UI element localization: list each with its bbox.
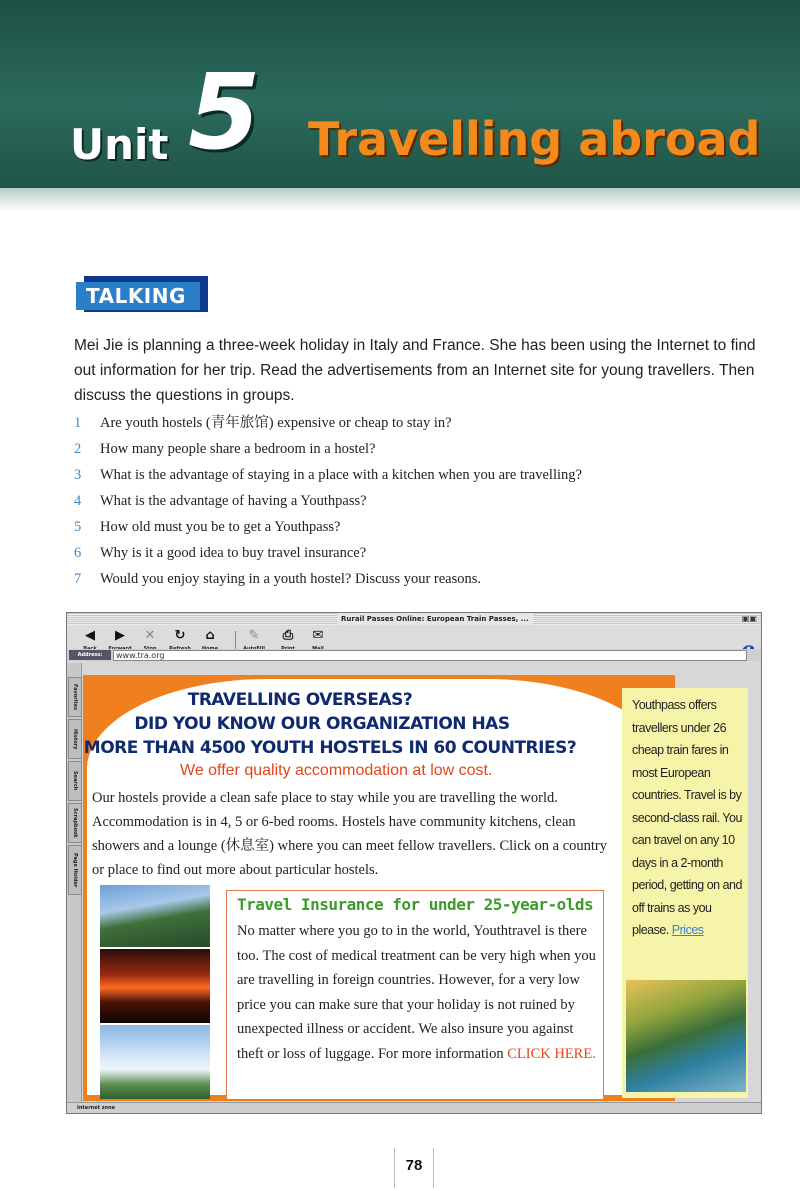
home-icon: ⌂ xyxy=(205,628,215,643)
youthpass-body: Youthpass offers travellers under 26 cheap train fares in most European countries. Travel is by second-class rail. You can travel on any 10 days in a 2-month period, getting on and off trains as you please. xyxy=(632,698,742,937)
question-item xyxy=(74,514,774,540)
title-bar[interactable] xyxy=(67,613,761,625)
ad-subhead: We offer quality accommodation at low cost. xyxy=(180,762,493,779)
tab-page-holder[interactable]: Page Holder xyxy=(68,845,82,895)
youthpass-sidebar xyxy=(622,688,748,1098)
ad-headline-2: DID YOU KNOW OUR ORGANIZATION HAS xyxy=(134,714,510,734)
unit-label: Unit xyxy=(70,120,169,169)
ad-headline-1: TRAVELLING OVERSEAS? xyxy=(187,690,413,710)
click-here-link[interactable]: CLICK HERE. xyxy=(507,1045,596,1062)
explorer-bar-tabs xyxy=(67,663,82,1103)
status-bar xyxy=(67,1102,761,1113)
question-text: How old must you be to get a Youthpass? xyxy=(100,519,341,535)
tab-scrapbook[interactable]: Scrapbook xyxy=(68,803,82,843)
question-number: 6 xyxy=(74,545,82,561)
question-item xyxy=(74,566,774,592)
question-text: Why is it a good idea to buy travel insurance? xyxy=(100,545,367,561)
sunset-photo xyxy=(100,949,210,1023)
question-number: 4 xyxy=(74,493,82,509)
question-text: How many people share a bedroom in a hostel? xyxy=(100,441,376,457)
question-item xyxy=(74,540,774,566)
fountain-photo xyxy=(100,1025,210,1099)
question-number: 5 xyxy=(74,519,82,535)
page-number: 78 xyxy=(394,1148,434,1188)
mail-icon: ✉ xyxy=(312,628,324,643)
question-number: 1 xyxy=(74,415,82,431)
insurance-box xyxy=(226,890,604,1100)
question-text: Would you enjoy staying in a youth hostel? Discuss your reasons. xyxy=(100,571,482,587)
question-item xyxy=(74,462,774,488)
question-number: 7 xyxy=(74,571,82,587)
question-item xyxy=(74,410,774,436)
youthpass-text xyxy=(632,694,746,942)
prices-link[interactable]: Prices xyxy=(671,923,704,937)
ad-headline-3: MORE THAN 4500 YOUTH HOSTELS IN 60 COUNTRIES? xyxy=(83,738,577,758)
autofill-icon: ✎ xyxy=(248,628,260,643)
question-text: What is the advantage of having a Youthpass? xyxy=(100,493,367,509)
address-input[interactable]: www.tra.org xyxy=(113,650,747,661)
question-number: 3 xyxy=(74,467,82,483)
tab-history[interactable]: History xyxy=(68,719,82,759)
insurance-text: No matter where you go to in the world, Youthtravel is there too. The cost of medical treatment can be very high when you are travelling in foreign countries. However, for a very low price you can make sure that your holiday is not ruined by unexpected illness or accident. We also insure you against theft or loss of luggage. For more information xyxy=(237,923,596,1062)
window-controls-icon[interactable]: ▣▣ xyxy=(741,614,757,623)
question-text: Are youth hostels (青年旅馆) expensive or cheap to stay in? xyxy=(100,415,452,431)
question-item xyxy=(74,488,774,514)
unit-number: 5 xyxy=(188,51,261,173)
river-photo xyxy=(626,980,746,1092)
status-text: Internet zone xyxy=(77,1105,116,1111)
forward-arrow-icon: ▶ xyxy=(115,628,125,643)
address-label: Address: xyxy=(69,650,111,660)
window-title: Rurail Passes Online: European Train Passes, ... xyxy=(337,613,533,625)
question-number: 2 xyxy=(74,441,82,457)
ad-body: Our hostels provide a clean safe place to stay while you are travelling the world. Accommodation is in 4, 5 or 6-bed rooms. Hostels have community kitchens, clean showers and a lounge (休息室) where you can meet fellow travellers. Click on a country or place to find out more about particular hostels. xyxy=(92,790,607,878)
back-arrow-icon: ◀ xyxy=(85,628,95,643)
insurance-body xyxy=(237,919,599,1066)
intro-paragraph: Mei Jie is planning a three-week holiday in Italy and France. She has been using the Internet to find out information for her trip. Read the advertisements from an Internet site for young travellers. Then discuss the questions in groups. xyxy=(74,337,756,404)
question-item xyxy=(74,436,774,462)
unit-title: Travelling abroad xyxy=(308,112,761,166)
stop-icon: ✕ xyxy=(144,628,156,643)
question-list xyxy=(74,410,774,592)
tab-favorites[interactable]: Favorites xyxy=(68,677,82,717)
header-fade xyxy=(0,188,800,212)
landscape-photo xyxy=(100,885,210,947)
question-text: What is the advantage of staying in a place with a kitchen when you are travelling? xyxy=(100,467,582,483)
section-badge: TALKING xyxy=(76,282,200,310)
address-bar xyxy=(67,649,761,661)
insurance-title: Travel Insurance for under 25-year-olds xyxy=(237,895,594,914)
refresh-icon: ↻ xyxy=(174,628,186,643)
print-icon: ⎙ xyxy=(282,628,294,643)
tab-search[interactable]: Search xyxy=(68,761,82,801)
